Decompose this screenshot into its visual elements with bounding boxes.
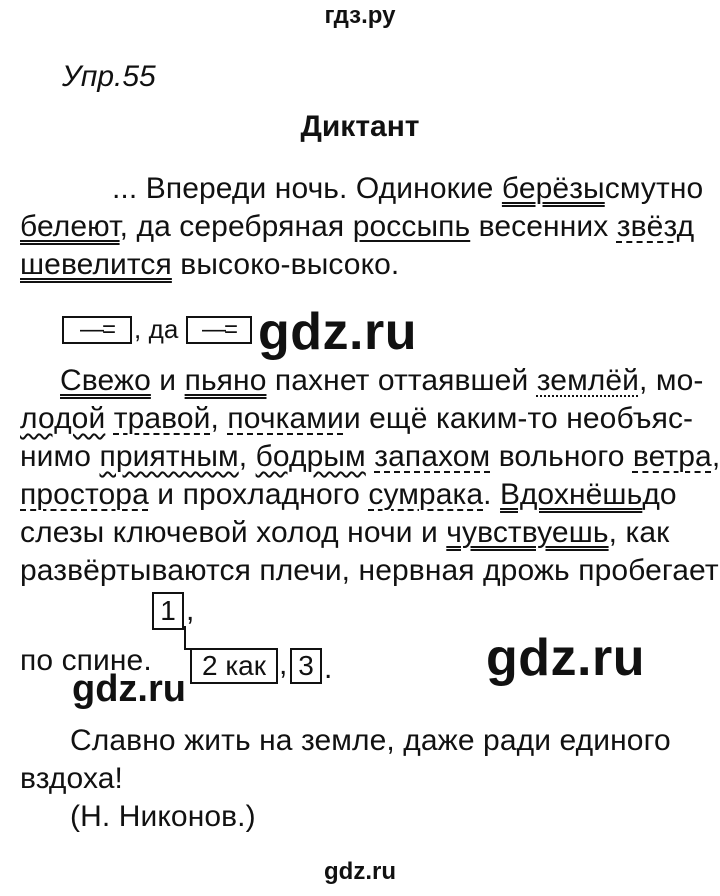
paragraph1-line2 xyxy=(20,210,695,244)
paragraph2-line6: развёртываются плечи, нервная дрожь пробегает xyxy=(20,554,719,587)
text: и xyxy=(150,364,185,397)
text: , xyxy=(210,402,228,435)
object-word: почками xyxy=(227,402,344,435)
watermark-logo-3: gdz.ru xyxy=(72,668,186,710)
schema-box-text: —= xyxy=(201,316,236,343)
exercise-number: Упр.55 xyxy=(62,60,156,93)
schema-connector-line xyxy=(184,626,186,650)
watermark-bottom: gdz.ru xyxy=(324,858,396,885)
schema-box-text: 1 xyxy=(160,595,176,626)
text: слезы ключевой холод ночи и xyxy=(20,516,447,549)
schema-comma: , xyxy=(186,594,195,627)
attribute-word: бодрым xyxy=(255,440,366,473)
text: до xyxy=(642,478,677,511)
predicate-word: пьяно xyxy=(184,364,267,397)
schema-box-sub-2 xyxy=(190,648,278,684)
watermark-logo-2: gdz.ru xyxy=(486,629,645,687)
text: , да серебряная xyxy=(119,210,353,243)
paragraph3-line1: Славно жить на земле, даже ради единого xyxy=(70,724,671,757)
schema-box-text: —= xyxy=(79,316,114,343)
paragraph2-line7: по спине. xyxy=(20,644,152,677)
schema-box-text: 3 xyxy=(298,650,314,681)
schema-connector: , да xyxy=(134,314,179,344)
predicate-word: Свежо xyxy=(60,364,151,397)
text: ... Впереди ночь. Одинокие xyxy=(112,172,502,205)
schema-box-text: 2 как xyxy=(201,650,267,681)
attribute-word: лодой xyxy=(20,402,106,435)
schema-box-2 xyxy=(186,316,252,344)
subject-word: россыпь xyxy=(352,210,471,243)
attribute-word: звёзд xyxy=(616,210,695,243)
watermark-top: гдз.ру xyxy=(324,2,396,29)
predicate-word: шевелится xyxy=(20,248,172,281)
object-word: землёй xyxy=(536,364,640,397)
paragraph2-line1 xyxy=(60,364,704,398)
predicate-word: Вдохнёшь xyxy=(500,478,643,511)
paragraph3-line2: вздоха! xyxy=(20,762,123,795)
text: вольного xyxy=(490,440,633,473)
attribute-word: приятным xyxy=(99,440,239,473)
object-word: простора xyxy=(20,478,149,511)
schema-period: . xyxy=(324,652,333,685)
text: весенних xyxy=(470,210,617,243)
predicate-word: чувствуешь xyxy=(446,516,609,549)
text: , мо- xyxy=(639,364,704,397)
author-attribution: (Н. Никонов.) xyxy=(70,800,256,833)
dictation-title: Диктант xyxy=(300,110,420,143)
object-word: ветра xyxy=(632,440,712,473)
paragraph2-line5 xyxy=(20,516,672,550)
text: пахнет оттаявшей xyxy=(266,364,537,397)
object-word: запахом xyxy=(374,440,491,473)
text: смутно xyxy=(604,172,704,205)
paragraph2-line3 xyxy=(20,440,720,474)
text: высоко-высоко. xyxy=(171,248,400,281)
text: и ещё каким-то необъяс- xyxy=(343,402,694,435)
schema-box-sub-3 xyxy=(290,648,322,684)
subject-word: берёзы xyxy=(501,172,605,205)
paragraph2-line4 xyxy=(20,478,677,512)
predicate-word: белеют xyxy=(20,210,120,243)
object-word: травой xyxy=(113,402,211,435)
text: . xyxy=(483,478,501,511)
paragraph1-line3 xyxy=(20,248,399,282)
text xyxy=(366,440,374,473)
watermark-logo-1: gdz.ru xyxy=(258,303,417,361)
schema-comma: , xyxy=(279,648,288,681)
text: нимо xyxy=(20,440,100,473)
text: и прохладного xyxy=(148,478,369,511)
schema-box-main-1 xyxy=(152,592,184,630)
text: , xyxy=(711,440,720,473)
text: , xyxy=(238,440,256,473)
text: , как xyxy=(608,516,670,549)
object-word: сумрака xyxy=(368,478,484,511)
schema-box-1 xyxy=(62,316,132,344)
text xyxy=(105,402,113,435)
paragraph2-line2 xyxy=(20,402,694,436)
paragraph1-line1 xyxy=(112,172,704,206)
